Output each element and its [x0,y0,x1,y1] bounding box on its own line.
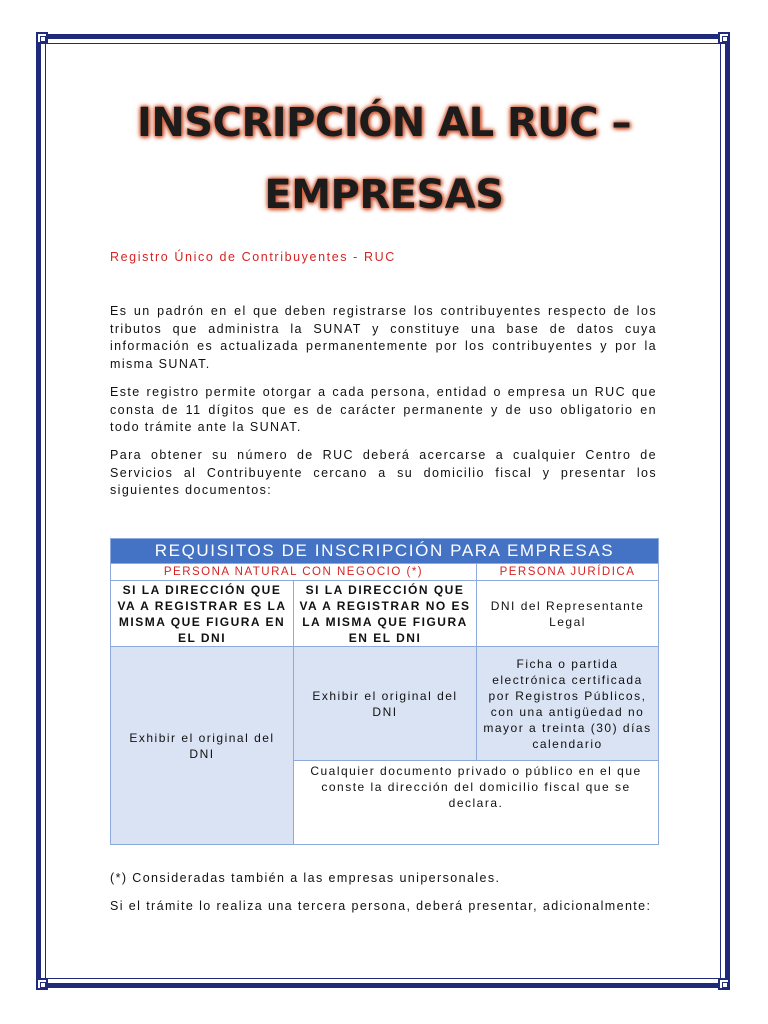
paragraph-third-party: Si el trámite lo realiza una tercera persona, deberá presentar, adicionalmente: [110,899,652,913]
cell-documento-domicilio: Cualquier documento privado o público en el que conste la dirección del domicilio fiscal que se declara. [294,761,659,845]
paragraph-ruc-digits: Este registro permite otorgar a cada persona, entidad o empresa un RUC que consta de 11 dígitos que es de carácter permanente y de uso obligatorio en todo trámite ante la SUNAT. [110,385,657,434]
page-title-line-1: INSCRIPCIÓN AL RUC – [136,100,632,146]
corner-ornament-icon [718,978,730,990]
corner-ornament-icon [36,32,48,44]
table-header: REQUISITOS DE INSCRIPCIÓN PARA EMPRESAS [111,539,659,564]
column-persona-juridica: PERSONA JURÍDICA [477,564,659,581]
footnote: (*) Consideradas también a las empresas unipersonales. [110,871,501,885]
requirements-table [110,538,659,845]
paragraph-how-to-obtain: Para obtener su número de RUC deberá acercarse a cualquier Centro de Servicios al Contribuyente cercano a su domicilio fiscal y presentar los siguientes documentos: [110,448,657,497]
corner-ornament-icon [36,978,48,990]
case-different-address: SI LA DIRECCIÓN QUE VA A REGISTRAR NO ES LA MISMA QUE FIGURA EN EL DNI [294,581,477,647]
cell-dni-representante: DNI del Representante Legal [477,581,659,647]
corner-ornament-icon [718,32,730,44]
paragraph-definition: Es un padrón en el que deben registrarse los contribuyentes respecto de los tributos que administra la SUNAT y constituye una base de datos cuya información es actualizada permanentemente por los contribuyentes y por la misma SUNAT. [110,304,657,371]
cell-ficha-registros: Ficha o partida electrónica certificada por Registros Públicos, con una antigüedad no mayor a treinta (30) días calendario [477,647,659,761]
case-same-address: SI LA DIRECCIÓN QUE VA A REGISTRAR ES LA MISMA QUE FIGURA EN EL DNI [111,581,294,647]
page-title-line-2: EMPRESAS [264,172,504,218]
section-subtitle: Registro Único de Contribuyentes - RUC [110,250,396,264]
cell-exhibit-dni-same: Exhibir el original del DNI [111,647,294,845]
column-persona-natural: PERSONA NATURAL CON NEGOCIO (*) [111,564,477,581]
cell-exhibit-dni-different: Exhibir el original del DNI [294,647,477,761]
